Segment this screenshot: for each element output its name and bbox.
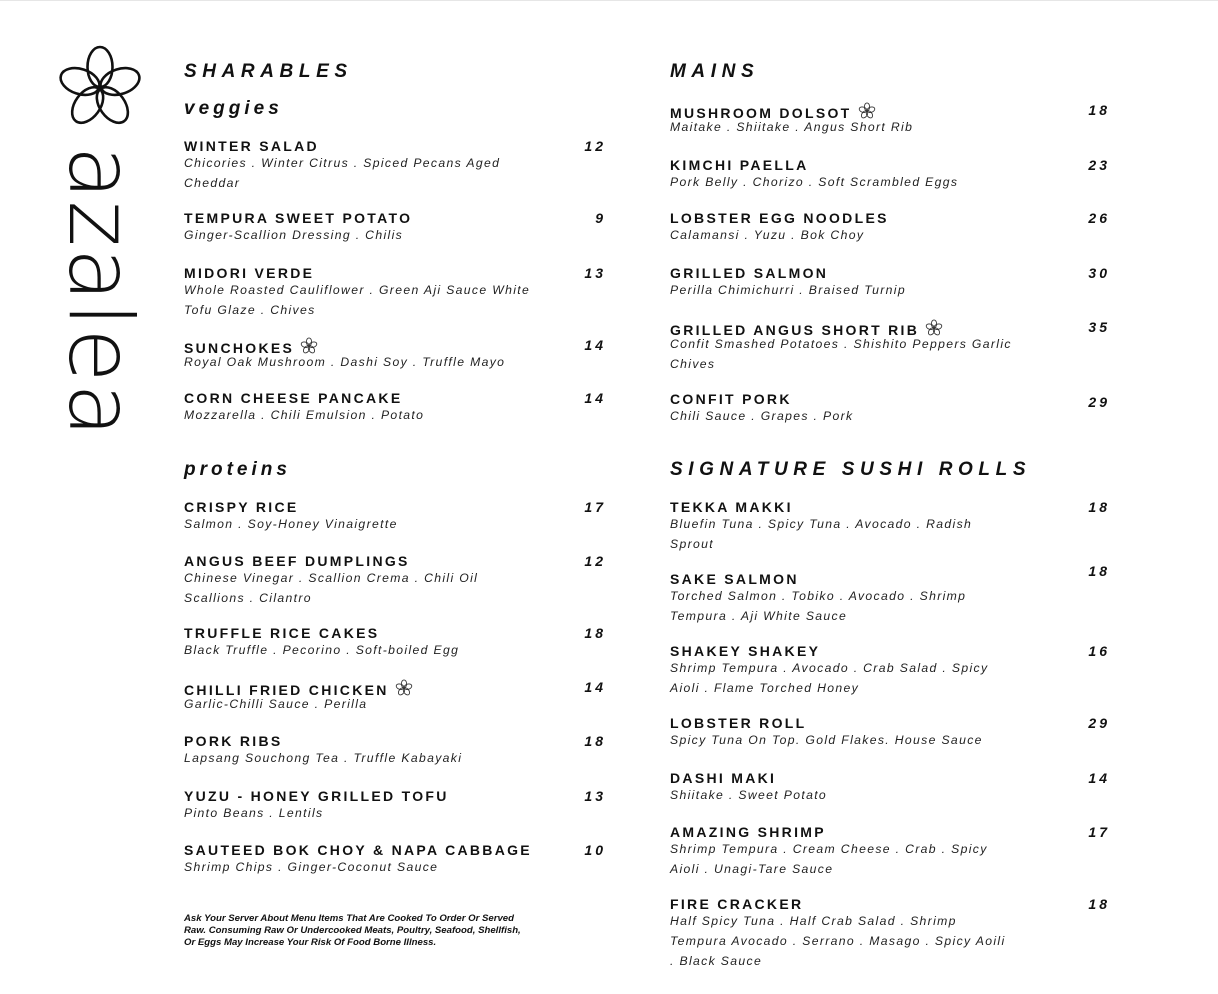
menu-item-description: Shrimp Tempura . Cream Cheese . Crab . Spicy Aioli . Unagi-Tare Sauce (670, 842, 988, 876)
menu-item-description: Chili Sauce . Grapes . Pork (670, 409, 854, 423)
menu-item-description: Whole Roasted Cauliflower . Green Aji Sauce White Tofu Glaze . Chives (184, 283, 531, 317)
section-title-sharables: SHARABLES (184, 61, 353, 82)
menu-item-name (670, 157, 809, 173)
menu-item-name-text: TEMPURA SWEET POTATO (184, 210, 413, 226)
section-title-sushi-rolls: SIGNATURE SUSHI ROLLS (670, 459, 1032, 480)
menu-item-name (670, 571, 799, 587)
menu-item-name-text: MUSHROOM DOLSOT (670, 105, 852, 121)
menu-item-name (670, 643, 820, 659)
menu-item-price: 13 (584, 265, 606, 281)
menu-item-price: 23 (1088, 157, 1110, 173)
menu-item-name-text: CORN CHEESE PANCAKE (184, 390, 403, 406)
menu-item-description: Calamansi . Yuzu . Bok Choy (670, 228, 865, 242)
menu-item-price: 17 (1088, 824, 1110, 840)
menu-item-name (184, 210, 412, 226)
menu-item-name-text: SUNCHOKES (184, 340, 295, 356)
menu-item-price: 17 (584, 499, 606, 515)
menu-item-name (670, 499, 793, 515)
menu-item-name-text: TRUFFLE RICE CAKES (184, 625, 380, 641)
logo-wordmark: azalea (49, 145, 152, 439)
menu-item-price: 14 (584, 679, 606, 695)
menu-item-name-text: AMAZING SHRIMP (670, 824, 826, 840)
menu-item-price: 13 (584, 788, 606, 804)
menu-item-name-text: CRISPY RICE (184, 499, 299, 515)
menu-item-name-text: LOBSTER ROLL (670, 715, 807, 731)
menu-item-name-text: TEKKA MAKKI (670, 499, 793, 515)
menu-item-description: Perilla Chimichurri . Braised Turnip (670, 283, 906, 297)
menu-item-name (184, 842, 532, 858)
menu-item-name-text: SAUTEED BOK CHOY & NAPA CABBAGE (184, 842, 532, 858)
menu-item-name-text: ANGUS BEEF DUMPLINGS (184, 553, 410, 569)
menu-item-description: Mozzarella . Chili Emulsion . Potato (184, 408, 425, 422)
subsection-title-proteins: proteins (184, 459, 291, 480)
menu-item-name-text: CONFIT PORK (670, 391, 792, 407)
menu-item-name (670, 391, 792, 407)
menu-item-name-text: LOBSTER EGG NOODLES (670, 210, 889, 226)
menu-item-description: Pinto Beans . Lentils (184, 806, 324, 820)
azalea-flower-icon (56, 44, 144, 132)
menu-item-description: Shrimp Tempura . Avocado . Crab Salad . Spicy Aioli . Flame Torched Honey (670, 661, 989, 695)
menu-item-name (184, 390, 402, 406)
menu-item-description: Confit Smashed Potatoes . Shishito Peppers Garlic Chives (670, 337, 1012, 371)
menu-item-name (184, 138, 319, 154)
menu-item-price: 18 (1088, 563, 1110, 579)
section-title-mains: MAINS (670, 61, 760, 82)
menu-item-description: Half Spicy Tuna . Half Crab Salad . Shrimp Tempura Avocado . Serrano . Masago . Spicy Aoili . Black Sauce (670, 914, 1006, 968)
menu-item-description: Shiitake . Sweet Potato (670, 788, 828, 802)
menu-item-description: Chinese Vinegar . Scallion Crema . Chili Oil Scallions . Cilantro (184, 571, 479, 605)
menu-item-name-text: MIDORI VERDE (184, 265, 315, 281)
menu-item-price: 18 (1088, 102, 1110, 118)
menu-item-price: 14 (584, 390, 606, 406)
menu-item-description: Torched Salmon . Tobiko . Avocado . Shrimp Tempura . Aji White Sauce (670, 589, 967, 623)
subsection-title-veggies: veggies (184, 98, 283, 119)
menu-item-price: 12 (584, 553, 606, 569)
menu-item-name (670, 896, 803, 912)
menu-item-description: Shrimp Chips . Ginger-Coconut Sauce (184, 860, 439, 874)
top-border (0, 0, 1218, 1)
menu-item-price: 16 (1088, 643, 1110, 659)
menu-item-name-text: PORK RIBS (184, 733, 283, 749)
menu-item-price: 18 (1088, 896, 1110, 912)
menu-item-price: 18 (1088, 499, 1110, 515)
menu-item-price: 10 (584, 842, 606, 858)
menu-item-description: Royal Oak Mushroom . Dashi Soy . Truffle Mayo (184, 355, 506, 369)
menu-item-name (184, 788, 449, 804)
menu-item-name (184, 265, 314, 281)
menu-item-name (184, 625, 379, 641)
menu-item-name (670, 824, 826, 840)
menu-item-name-text: CHILLI FRIED CHICKEN (184, 682, 389, 698)
menu-item-name-text: WINTER SALAD (184, 138, 319, 154)
menu-item-price: 14 (1088, 770, 1110, 786)
menu-item-name-text: KIMCHI PAELLA (670, 157, 809, 173)
menu-item-name (184, 553, 410, 569)
menu-item-price: 35 (1088, 319, 1110, 335)
menu-item-price: 18 (584, 733, 606, 749)
menu-item-description: Lapsang Souchong Tea . Truffle Kabayaki (184, 751, 463, 765)
menu-item-description: Ginger-Scallion Dressing . Chilis (184, 228, 404, 242)
menu-item-name (670, 210, 889, 226)
menu-item-description: Bluefin Tuna . Spicy Tuna . Avocado . Radish Sprout (670, 517, 973, 551)
menu-item-description: Maitake . Shiitake . Angus Short Rib (670, 120, 914, 134)
allergen-footnote: Ask Your Server About Menu Items That Are Cooked To Order Or Served Raw. Consuming Raw Or Undercooked Meats, Poultry, Seafood, Shellfish, Or Eggs May Increase Your Risk Of Food Borne Illness. (184, 913, 521, 948)
menu-item-name-text: SAKE SALMON (670, 571, 799, 587)
menu-item-price: 30 (1088, 265, 1110, 281)
menu-item-description: Pork Belly . Chorizo . Soft Scrambled Eggs (670, 175, 959, 189)
menu-item-price: 29 (1088, 394, 1110, 410)
menu-item-name (184, 499, 299, 515)
menu-item-name (670, 770, 776, 786)
menu-item-name-text: SHAKEY SHAKEY (670, 643, 821, 659)
menu-item-description: Chicories . Winter Citrus . Spiced Pecans Aged Cheddar (184, 156, 501, 190)
menu-item-name-text: DASHI MAKI (670, 770, 777, 786)
menu-item-name (184, 733, 283, 749)
menu-item-description: Spicy Tuna On Top. Gold Flakes. House Sauce (670, 733, 983, 747)
menu-item-name-text: GRILLED ANGUS SHORT RIB (670, 322, 920, 338)
menu-item-name (670, 265, 828, 281)
menu-item-price: 14 (584, 337, 606, 353)
menu-item-name (670, 715, 806, 731)
menu-item-description: Garlic-Chilli Sauce . Perilla (184, 697, 368, 711)
menu-item-name-text: YUZU - HONEY GRILLED TOFU (184, 788, 449, 804)
menu-item-price: 26 (1088, 210, 1110, 226)
menu-item-description: Black Truffle . Pecorino . Soft-boiled Egg (184, 643, 460, 657)
menu-item-price: 12 (584, 138, 606, 154)
menu-item-price: 29 (1088, 715, 1110, 731)
menu-item-price: 9 (595, 210, 606, 226)
menu-item-name-text: GRILLED SALMON (670, 265, 829, 281)
menu-item-name-text: FIRE CRACKER (670, 896, 804, 912)
menu-item-description: Salmon . Soy-Honey Vinaigrette (184, 517, 398, 531)
menu-item-price: 18 (584, 625, 606, 641)
brand-logo (49, 44, 152, 439)
